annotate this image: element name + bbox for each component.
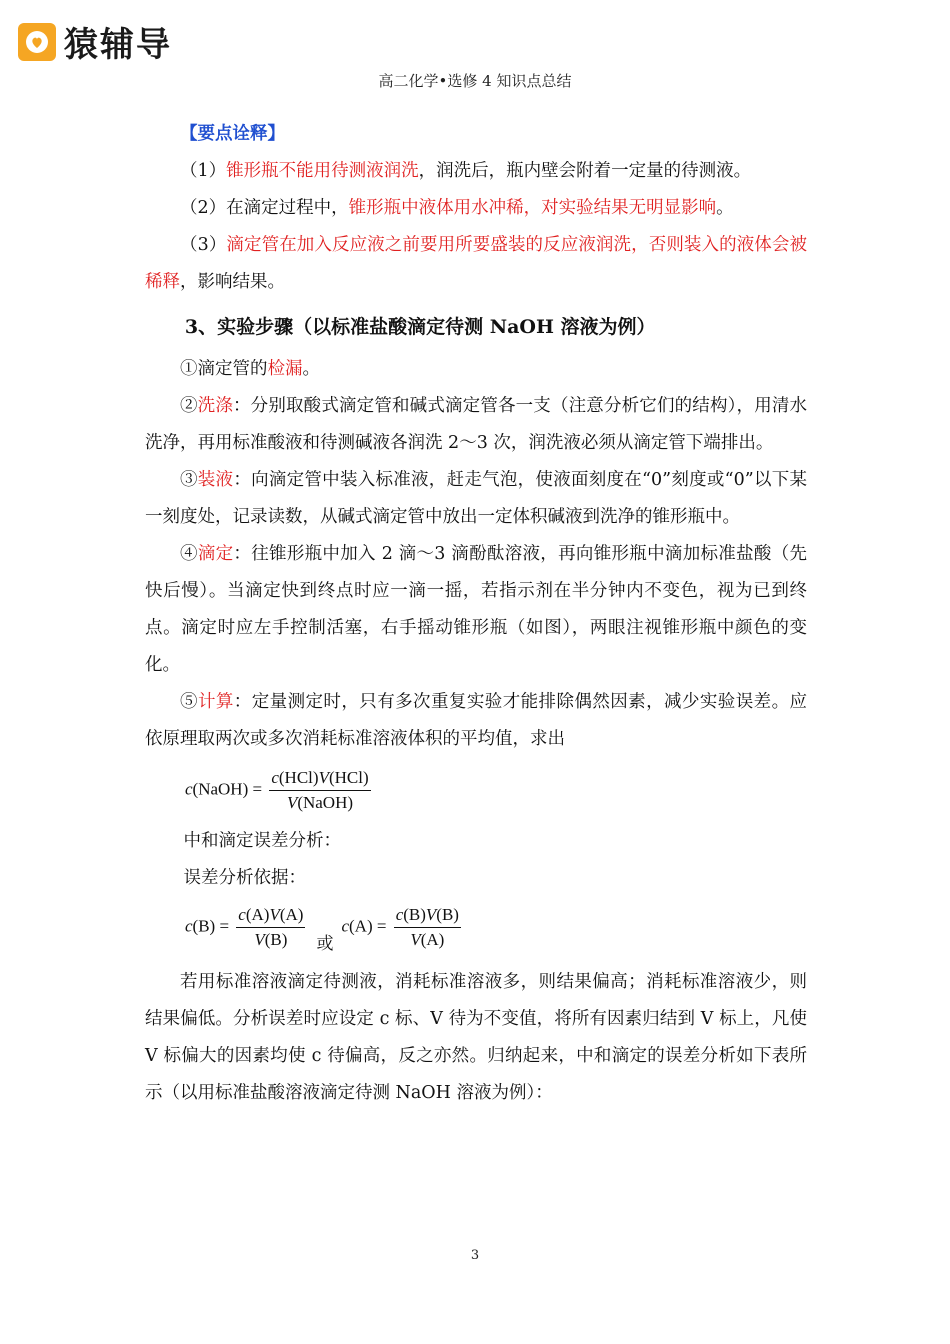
document-body [145,116,807,1112]
point-1: （1）锥形瓶不能用待测液润洗，润洗后，瓶内壁会附着一定量的待测液。 [180,161,752,181]
step-3: ③装液：向滴定管中装入标准液，赶走气泡，使液面刻度在“0”刻度或“0”以下某一刻度处，记录读数，从碱式滴定管中放出一定体积碱液到洗净的锥形瓶中。 [145,470,808,527]
formula-or: 或 [316,934,334,953]
formula-error-basis: c(B) = $\frac{c(A)V(A)}{V(B)}$ 或 c(A) = $\frac{c(B)V(B)}{V(A)}$ [185,905,459,953]
error-analysis-basis: 误差分析依据： [183,868,306,888]
formula-c-naoh: c(NaOH) = $\frac{\text{c(HCl)V(HCl)}}{\text{V(NaOH)}}$ [185,768,369,812]
key-points-label: 【要点诠释】 [180,124,285,144]
brand-logo [18,17,172,66]
brand-logo-icon [18,23,56,61]
section-heading-experiment-steps: 3、实验步骤（以标准盐酸滴定待测 NaOH 溶液为例） [184,316,656,338]
step-1: ①滴定管的检漏。 [180,359,320,379]
step-4: ④滴定：往锥形瓶中加入 2 滴～3 滴酚酞溶液，再向锥形瓶中滴加标准盐酸（先快后慢）。当滴定快到终点时应一滴一摇，若指示剂在半分钟内不变色，视为已到终点。滴定时应左手控制活塞，右手摇动锥形瓶（如图），两眼注视锥形瓶中颜色的变化。 [145,544,808,675]
step-5: ⑤计算：定量测定时，只有多次重复实验才能排除偶然因素，减少实验误差。应依原理取两次或多次消耗标准溶液体积的平均值，求出 [145,692,808,749]
brand-name: 猿辅导 [64,25,172,65]
page-number: 3 [470,1248,480,1263]
point-3: （3）滴定管在加入反应液之前要用所要盛装的反应液润洗，否则装入的液体会被稀释，影响结果。 [145,235,807,292]
point-2: （2）在滴定过程中，锥形瓶中液体用水冲稀，对实验结果无明显影响。 [180,198,734,218]
step-2: ②洗涤：分别取酸式滴定管和碱式滴定管各一支（注意分析它们的结构），用清水洗净，再用标准酸液和待测碱液各润洗 2～3 次，润洗液必须从滴定管下端排出。 [145,396,808,453]
error-analysis-summary: 若用标准溶液滴定待测液，消耗标准溶液多，则结果偏高；消耗标准溶液少，则结果偏低。分析误差时应设定 c 标、V 待为不变值，将所有因素归结到 V 标上，凡使 V 标偏大的因素均使 c 待偏高，反之亦然。归纳起来，中和滴定的误差分析如下表所示（以用标准盐酸溶液滴定待测 NaOH 溶液为例）： [145,972,807,1103]
page-header-title: 高二化学•选修 4 知识点总结 [378,72,572,90]
error-analysis-intro: 中和滴定误差分析： [183,831,341,851]
